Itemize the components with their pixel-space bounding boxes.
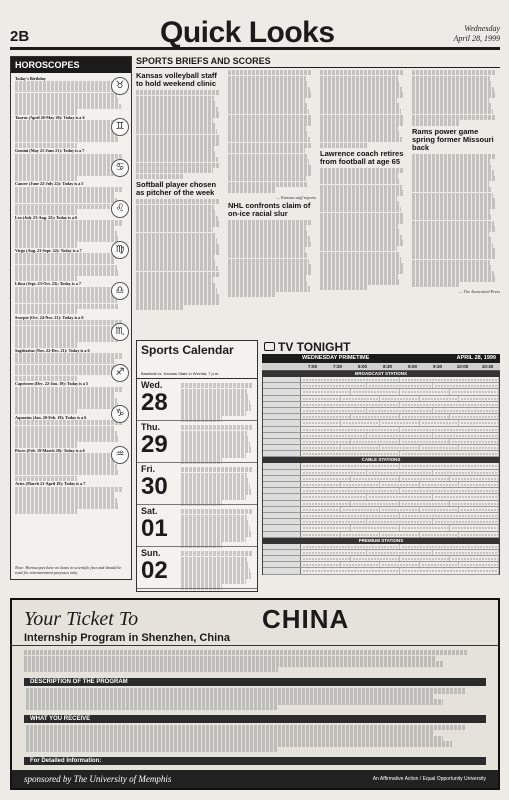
horoscope-sign: Virgo (Aug. 23-Sept. 22): Today is a 7 — [15, 248, 82, 254]
byline-ap: — The Associated Press — [458, 289, 500, 295]
sports-column-2 — [228, 70, 316, 354]
calendar-day-row: Wed. 28 — [137, 379, 257, 421]
ad-section-receive: WHAT YOU RECEIVE — [24, 715, 486, 723]
taurus-icon: ♉ — [111, 77, 129, 95]
capricorn-icon: ♑ — [111, 405, 129, 423]
sports-briefs — [136, 56, 500, 356]
section-title: Quick Looks — [160, 16, 335, 49]
sports-column-4 — [412, 70, 500, 354]
cancer-icon: ♋ — [111, 159, 129, 177]
calendar-day-row: Sat. 01 — [137, 505, 257, 547]
ad-sponsor: sponsored by The University of Memphis — [24, 774, 172, 784]
gemini-icon: ♊ — [111, 118, 129, 136]
headline-rams: Rams power game spring former Missouri back — [412, 126, 494, 152]
horoscope-sign: Aquarius (Jan. 20-Feb. 18): Today is a 6 — [15, 414, 87, 420]
issue-date: Wednesday April 28, 1999 — [453, 24, 500, 43]
tv-grid-cable — [262, 463, 500, 537]
ad-section-description: DESCRIPTION OF THE PROGRAM — [24, 678, 486, 686]
tv-tonight-listings — [262, 340, 500, 592]
scorpio-icon: ♏ — [111, 323, 129, 341]
horoscope-sign: Gemini (May 21-June 21): Today is a 7 — [15, 148, 85, 154]
horoscope-sign: Pisces (Feb. 19-March 20): Today is a 6 — [15, 447, 85, 453]
masthead — [10, 10, 500, 50]
ad-your-ticket: Your Ticket To — [24, 608, 139, 630]
calendar-day-row: Fri. 30 — [137, 463, 257, 505]
tv-grid-broadcast — [262, 377, 500, 457]
ad-subtitle: Internship Program in Shenzhen, China — [24, 632, 230, 644]
china-internship-ad — [10, 598, 500, 790]
headline-softball: Softball player chosen as pitcher of the week — [136, 180, 217, 198]
aquarius-icon: ♒ — [111, 446, 129, 464]
horoscope-sign: Capricorn (Dec. 22-Jan. 19): Today is a 5 — [15, 381, 89, 387]
ad-destination: CHINA — [262, 604, 350, 634]
calendar-day-row: Sun. 02 — [137, 547, 257, 589]
sports-calendar — [136, 340, 258, 592]
sagittarius-icon: ♐ — [111, 364, 129, 382]
virgo-icon: ♍ — [111, 241, 129, 259]
calendar-day-row: Thu. 29 — [137, 421, 257, 463]
leo-icon: ♌ — [111, 200, 129, 218]
horoscope-sign: Cancer (June 22-July 22): Today is a 5 — [15, 181, 84, 187]
zodiac-icon-column — [111, 77, 131, 487]
horoscope-sign: Aries (March 21-April 19): Today is a 7 — [15, 481, 86, 487]
tv-icon — [264, 342, 275, 351]
horoscopes-column — [10, 56, 132, 580]
libra-icon: ♎ — [111, 282, 129, 300]
tv-grid-premium — [262, 544, 500, 575]
tv-channel-row — [263, 568, 499, 574]
sports-column-1 — [136, 70, 224, 354]
headline-volleyball: Kansas volleyball staff to hold weekend clinic — [136, 71, 217, 88]
tv-group-cable: CABLE STATIONS — [262, 457, 500, 463]
horoscope-sign: Sagittarius (Nov. 22-Dec. 21): Today is a 6 — [15, 347, 90, 353]
horoscopes-title: HOROSCOPES — [11, 57, 131, 73]
horoscope-sign: Libra (Sept. 23-Oct. 23): Today is a 7 — [15, 281, 81, 287]
sports-calendar-title: Sports Calendar — [141, 343, 234, 357]
headline-lawrence-coach: Lawrence coach retires from football at age 65 — [320, 148, 404, 166]
byline-kansan: — Kansan staff reports — [276, 194, 316, 200]
sports-briefs-title: SPORTS BRIEFS AND SCORES — [136, 56, 500, 68]
horoscope-sign: Leo (July 23-Aug. 22): Today is a 6 — [15, 214, 78, 220]
sports-calendar-subtitle: Baseball vs. Kansas State in Wichita, 7 p.m. — [141, 371, 220, 376]
ad-sponsor-bar — [12, 770, 498, 788]
ad-section-info: For Detailed Information: — [24, 757, 486, 765]
tv-group-premium: PREMIUM STATIONS — [262, 538, 500, 544]
ad-eoe: An Affirmative Action / Equal Opportunity University — [372, 776, 486, 782]
horoscope-intro-heading: Today's Birthday — [15, 76, 46, 81]
horoscope-sign: Scorpio (Oct. 24-Nov. 21): Today is a 6 — [15, 314, 84, 320]
tv-tonight-title: TV TONIGHT — [278, 340, 351, 354]
page-number: 2B — [10, 28, 30, 45]
tv-primetime-bar: WEDNESDAY PRIMETIME APRIL 28, 1999 — [262, 354, 500, 363]
sports-column-3 — [320, 70, 408, 354]
horoscope-sign: Taurus (April 20-May 20): Today is a 6 — [15, 114, 85, 120]
tv-time-header: 7:00 7:30 8:00 8:30 9:00 9:30 10:00 10:30 — [262, 363, 500, 371]
headline-nhl: NHL confronts claim of on-ice racial slur — [228, 200, 311, 218]
tv-group-broadcast: BROADCAST STATIONS — [262, 371, 500, 377]
horoscopes-note: Note: Horoscopes have no basis in scientific fact and should be read for entertainment purposes only. — [15, 565, 122, 575]
